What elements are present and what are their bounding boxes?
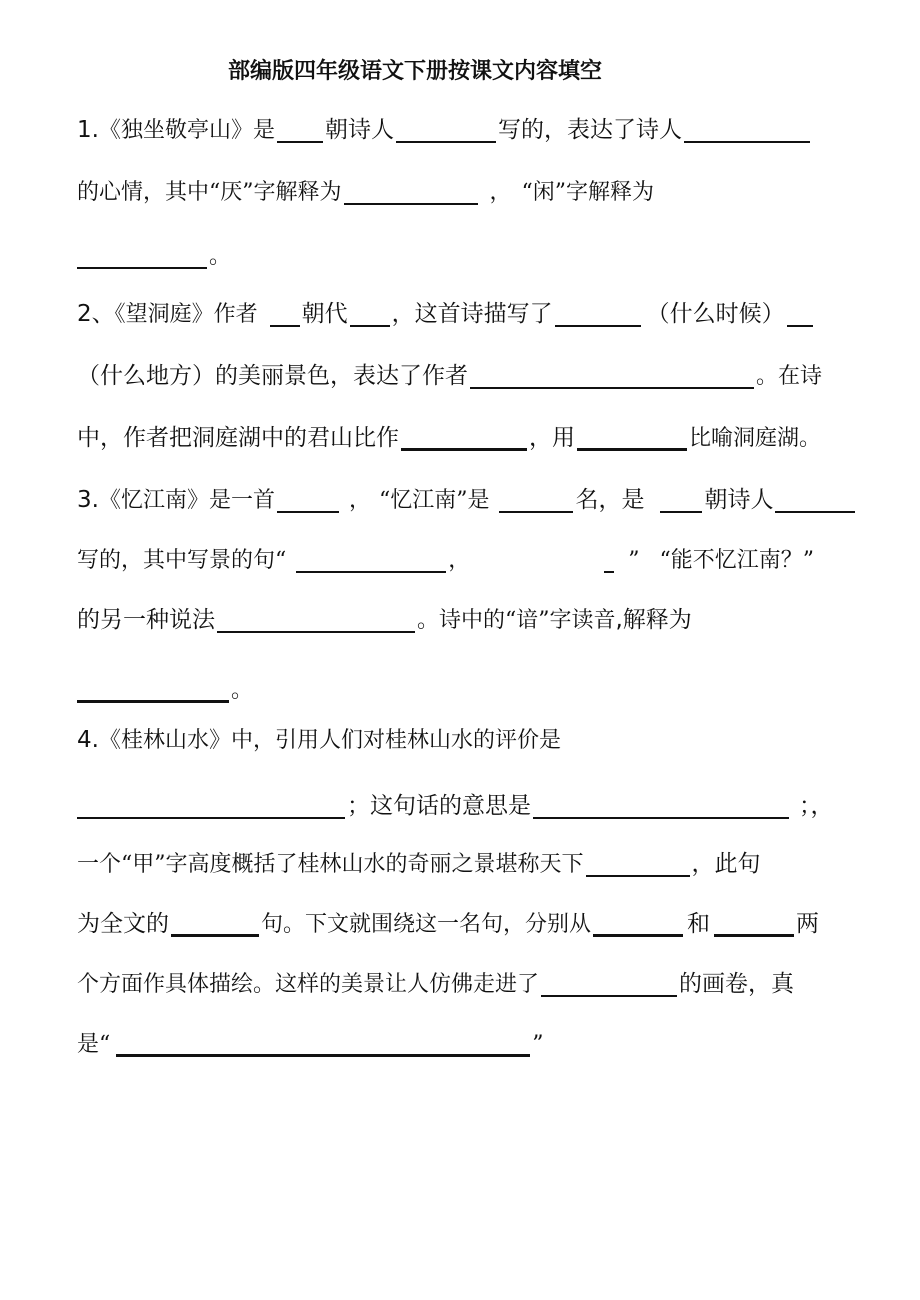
question-number: 4. (77, 727, 99, 753)
text-segment: “忆江南”是 (378, 488, 490, 513)
question-4-line-2 (77, 786, 867, 826)
text-segment: 比喻洞庭湖。 (689, 426, 822, 451)
question-number: 1. (77, 117, 99, 143)
blank-field[interactable] (593, 908, 683, 937)
text-segment: ， (448, 548, 471, 573)
blank-field[interactable] (77, 791, 345, 819)
blank-field[interactable] (116, 1028, 530, 1057)
question-number: 3. (77, 487, 99, 513)
question-2-line-1 (77, 294, 867, 334)
text-segment: 一个“甲”字高度概括了桂林山水的奇丽之景堪称天下 (77, 852, 584, 877)
text-segment: 写的，表达了诗人 (497, 117, 682, 143)
text-segment: ” (532, 1032, 544, 1057)
text-segment: 朝诗人 (324, 117, 394, 143)
question-3-line-1 (77, 480, 867, 520)
text-segment: 个方面作具体描绘。这样的美景让人仿佛走进了 (77, 972, 540, 997)
text-segment: ， (348, 488, 371, 513)
blank-field[interactable] (787, 299, 813, 327)
text-segment: 。 (209, 244, 232, 269)
text-segment: 。 (231, 678, 254, 703)
blank-field[interactable] (350, 299, 390, 327)
question-4-line-1 (77, 720, 867, 760)
text-segment: 写的，其中写景的句“ (77, 548, 287, 573)
blank-field[interactable] (499, 485, 573, 513)
text-segment: 名，是 (575, 487, 645, 513)
blank-field[interactable] (714, 908, 794, 937)
text-segment: ， (489, 180, 512, 205)
question-1-line-2 (77, 172, 867, 212)
text-segment: 朝诗人 (704, 487, 774, 513)
blank-field[interactable] (77, 674, 229, 703)
question-3-line-2 (77, 540, 867, 580)
blank-field[interactable] (604, 545, 614, 573)
question-4-line-6 (77, 1024, 867, 1064)
question-number: 2、 (77, 301, 115, 327)
text-segment: 中，作者把洞庭湖中的君山比作 (77, 425, 399, 451)
text-segment: 为全文的 (77, 911, 169, 937)
text-segment: 的心情，其中“厌”字解释为 (77, 180, 342, 205)
question-3-line-4 (77, 670, 867, 710)
text-segment: （什么时候） (646, 301, 785, 327)
text-segment: “能不忆江南？” (659, 548, 815, 573)
page-title: 部编版四年级语文下册按课文内容填空 (227, 59, 602, 84)
question-4-line-3 (77, 844, 867, 884)
blank-field[interactable] (660, 485, 702, 513)
blank-field[interactable] (270, 299, 300, 327)
text-segment: 《忆江南》是一首 (98, 488, 275, 513)
text-segment: ” (628, 548, 640, 573)
blank-field[interactable] (775, 485, 855, 513)
text-segment: 是“ (77, 1032, 111, 1057)
text-segment: ；这句话的意思是 (347, 793, 531, 819)
blank-field[interactable] (401, 422, 527, 451)
blank-field[interactable] (77, 241, 207, 269)
blank-field[interactable] (684, 115, 810, 143)
text-segment: 和 (687, 911, 711, 937)
question-4-line-4 (77, 904, 867, 944)
text-segment: ，这首诗描写了 (391, 301, 553, 327)
blank-field[interactable] (171, 908, 259, 937)
text-segment: “闲”字解释为 (521, 180, 655, 205)
text-segment: （什么地方）的美丽景色，表达了作者 (77, 363, 468, 389)
text-segment: 。诗中的“谙”字读音 (417, 608, 616, 633)
blank-field[interactable] (396, 115, 496, 143)
blank-field[interactable] (277, 485, 339, 513)
blank-field[interactable] (533, 791, 789, 819)
blank-field[interactable] (586, 849, 690, 877)
blank-field[interactable] (217, 605, 415, 633)
text-segment: 。在诗 (756, 364, 823, 389)
question-2-line-3 (77, 418, 867, 458)
text-segment: 《望洞庭》作者 (114, 302, 258, 327)
question-1-line-3 (77, 236, 867, 276)
text-segment: ；， (799, 793, 834, 819)
blank-field[interactable] (577, 422, 687, 451)
text-segment: 朝代 (301, 301, 348, 327)
blank-field[interactable] (541, 969, 677, 997)
text-segment: 《桂林山水》中，引用人们对桂林山水的评价是 (98, 728, 561, 753)
text-segment: 的另一种说法 (77, 607, 215, 633)
text-segment: 两 (796, 911, 820, 937)
blank-field[interactable] (555, 299, 641, 327)
question-1-line-1 (77, 110, 867, 150)
blank-field[interactable] (470, 361, 754, 389)
question-4-line-5 (77, 964, 867, 1004)
text-segment: 的画卷，真 (679, 971, 795, 997)
blank-field[interactable] (296, 545, 446, 573)
text-segment: ，此句 (691, 851, 761, 877)
blank-field[interactable] (344, 177, 478, 205)
blank-field[interactable] (277, 115, 323, 143)
question-3-line-3 (77, 600, 867, 640)
question-2-line-2 (77, 356, 867, 396)
text-segment: ，用 (529, 425, 575, 451)
text-segment: 《独坐敬亭山》是 (98, 118, 275, 143)
text-segment: ,解释为 (615, 607, 692, 633)
text-segment: 句。下文就围绕这一名句，分别从 (261, 912, 592, 937)
